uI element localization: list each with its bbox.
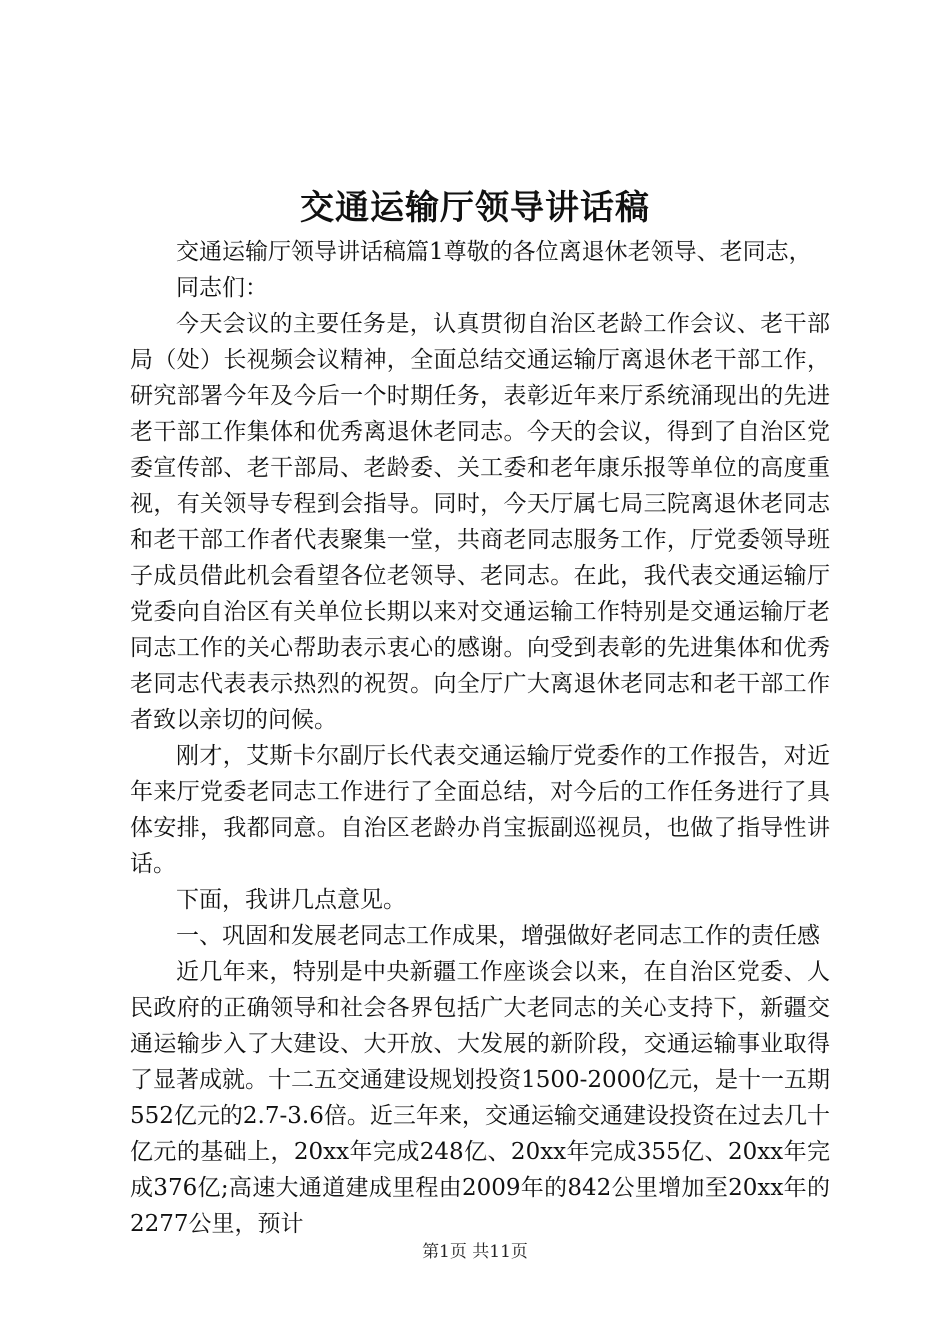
paragraph: 下面，我讲几点意见。 <box>176 887 406 913</box>
document-title: 交通运输厅领导讲话稿 <box>300 188 650 228</box>
paragraph: 交通运输厅领导讲话稿篇1尊敬的各位离退休老领导、老同志， <box>176 239 812 265</box>
page-number-footer: 第1页 共11页 <box>422 1242 528 1262</box>
paragraph: 一、巩固和发展老同志工作成果，增强做好老同志工作的责任感 <box>176 923 820 949</box>
paragraph: 今天会议的主要任务是，认真贯彻自治区老龄工作会议、老干部局（处）长视频会议精神，全面总结交通运输厅离退休老干部工作，研究部署今年及今后一个时期任务，表彰近年来厅系统涌现出的先进老干部工作集体和优秀离退休老同志。今天的会议，得到了自治区党委宣传部、老干部局、老龄委、关工委和老年康乐报等单位的高度重视，有关领导专程到会指导。同时，今天厅属七局三院离退休老同志和老干部工作者代表聚集一堂，共商老同志服务工作，厅党委领导班子成员借此机会看望各位老领导、老同志。在此，我代表交通运输厅党委向自治区有关单位长期以来对交通运输工作特别是交通运输厅老同志工作的关心帮助表示衷心的感谢。向受到表彰的先进集体和优秀老同志代表表示热烈的祝贺。向全厅广大离退休老同志和老干部工作者致以亲切的问候。 <box>130 311 830 733</box>
document-body <box>130 234 830 1242</box>
paragraph: 刚才，艾斯卡尔副厅长代表交通运输厅党委作的工作报告，对近年来厅党委老同志工作进行了全面总结，对今后的工作任务进行了具体安排，我都同意。自治区老龄办肖宝振副巡视员，也做了指导性讲话。 <box>130 743 830 877</box>
paragraph: 同志们： <box>176 275 268 301</box>
paragraph: 近几年来，特别是中央新疆工作座谈会以来，在自治区党委、人民政府的正确领导和社会各界包括广大老同志的关心支持下，新疆交通运输步入了大建设、大开放、大发展的新阶段，交通运输事业取得了显著成就。十二五交通建设规划投资1500-2000亿元，是十一五期552亿元的2.7-3.6倍。近三年来，交通运输交通建设投资在过去几十亿元的基础上，20xx年完成248亿、20xx年完成355亿、20xx年完成376亿;高速大通道建成里程由2009年的842公里增加至20xx年的2277公里，预计 <box>130 959 830 1237</box>
